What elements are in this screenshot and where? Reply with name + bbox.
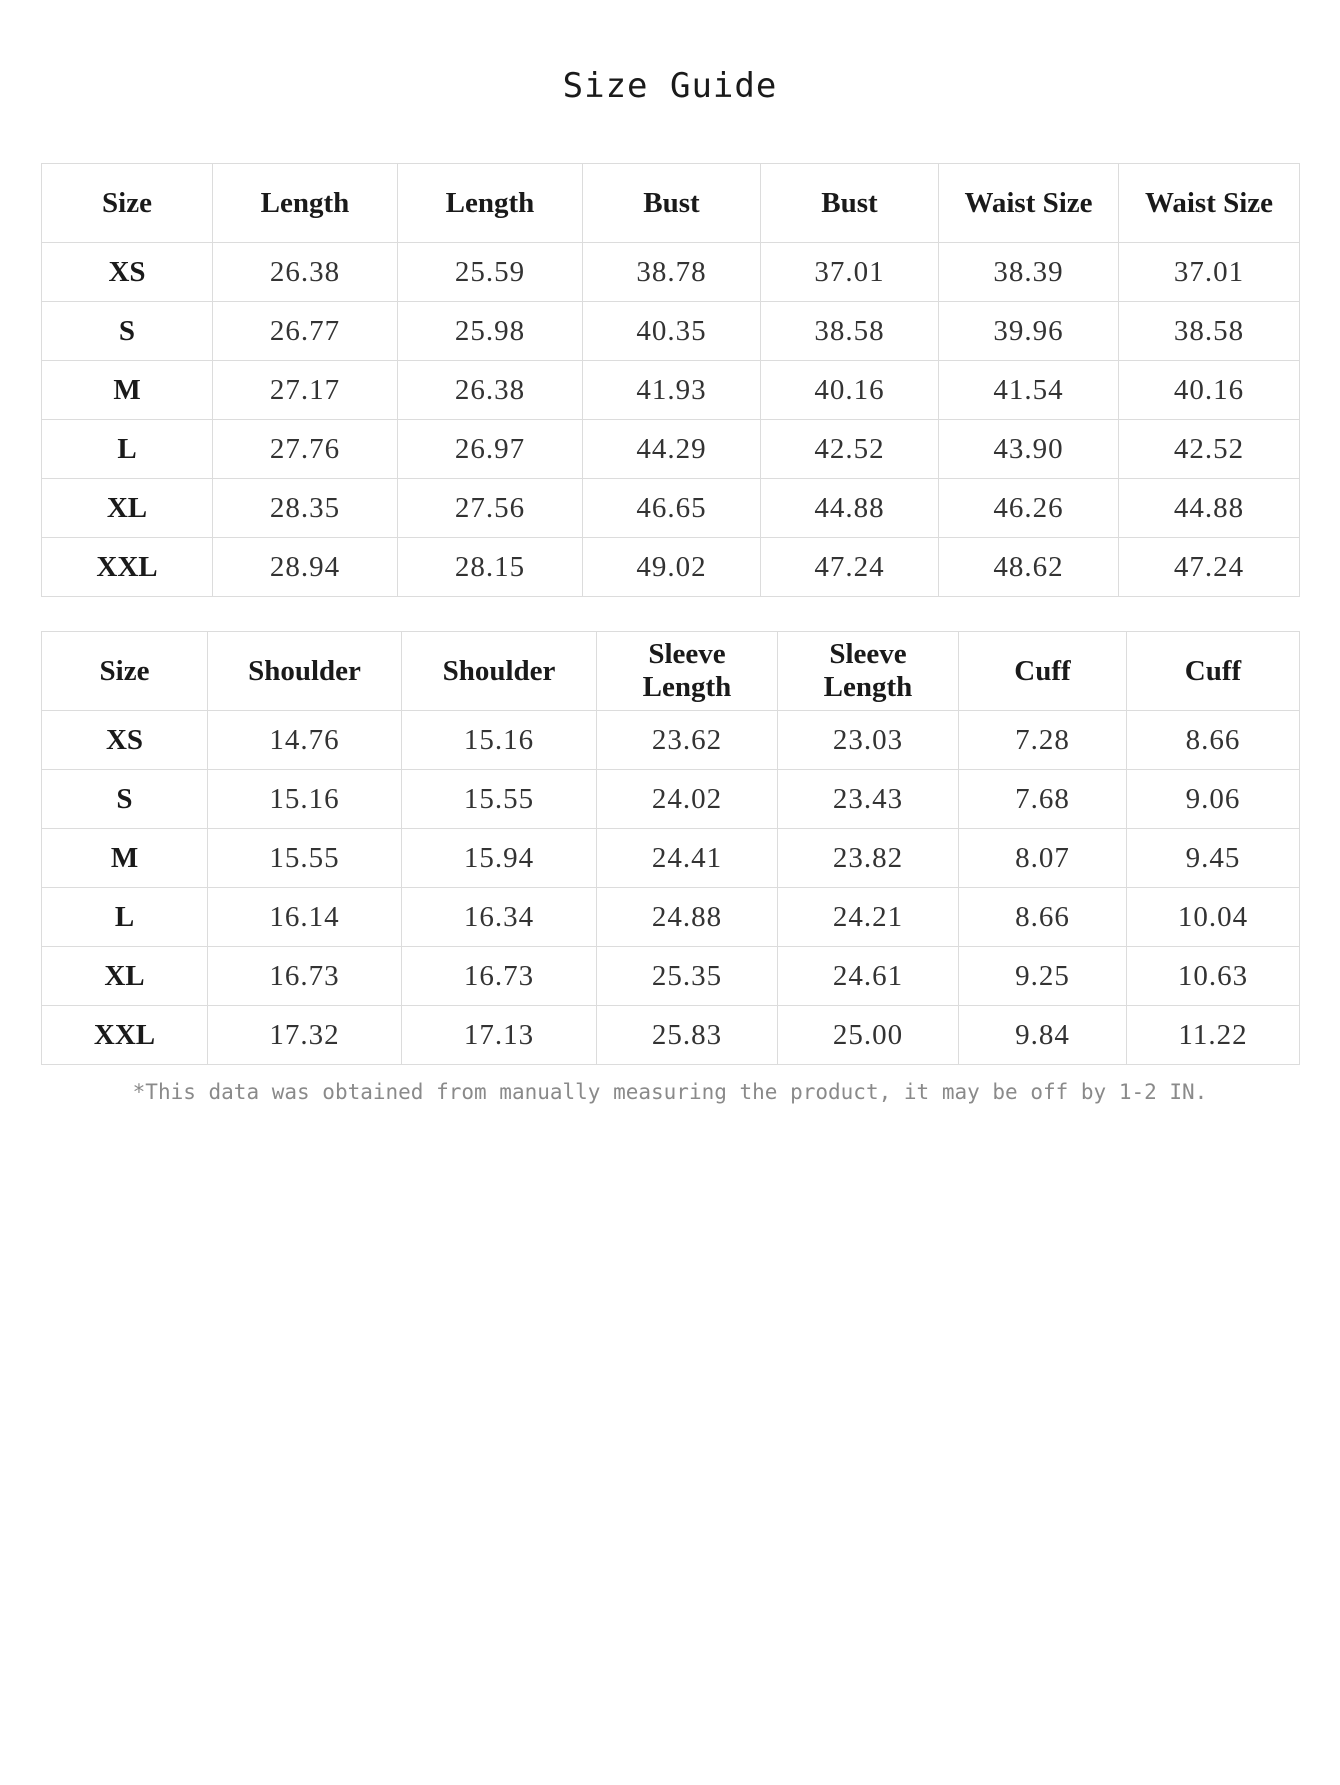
size-cell: S [42,302,213,361]
table-cell: 44.29 [583,420,761,479]
column-header-bust: Bust [761,164,939,243]
size-cell: XS [42,243,213,302]
size-cell: XS [42,711,208,770]
table-cell: 25.00 [778,1006,959,1065]
header-row [42,632,1300,711]
table-cell: 16.34 [402,888,597,947]
size-cell: XL [42,479,213,538]
table-cell: 16.73 [402,947,597,1006]
table-cell: 23.43 [778,770,959,829]
table-row [42,538,1300,597]
table-cell: 27.56 [398,479,583,538]
size-cell: S [42,770,208,829]
table-cell: 48.62 [939,538,1119,597]
measurement-disclaimer: *This data was obtained from manually measuring the product, it may be off by 1-2 IN. [132,1080,1208,1104]
table-cell: 40.16 [1119,361,1300,420]
table-cell: 16.73 [208,947,402,1006]
table-cell: 16.14 [208,888,402,947]
table-cell: 49.02 [583,538,761,597]
table-cell: 15.94 [402,829,597,888]
column-header-length: Length [213,164,398,243]
table-cell: 24.21 [778,888,959,947]
table-row [42,888,1300,947]
column-header-cuff: Cuff [959,632,1127,711]
table-cell: 8.07 [959,829,1127,888]
table-cell: 37.01 [761,243,939,302]
table-row [42,829,1300,888]
table-cell: 43.90 [939,420,1119,479]
table-cell: 38.78 [583,243,761,302]
table-cell: 11.22 [1127,1006,1300,1065]
table-cell: 38.39 [939,243,1119,302]
column-header-shoulder: Shoulder [208,632,402,711]
size-cell: M [42,829,208,888]
table-cell: 25.59 [398,243,583,302]
table-cell: 25.35 [597,947,778,1006]
table-cell: 15.16 [208,770,402,829]
table-cell: 8.66 [959,888,1127,947]
table-cell: 42.52 [761,420,939,479]
table-header [42,632,1300,711]
column-header-length: Length [398,164,583,243]
table-cell: 15.55 [208,829,402,888]
table-cell: 24.02 [597,770,778,829]
table-row [42,711,1300,770]
table-cell: 28.35 [213,479,398,538]
table-cell: 9.45 [1127,829,1300,888]
table-cell: 39.96 [939,302,1119,361]
column-header-size: Size [42,164,213,243]
column-header-size: Size [42,632,208,711]
size-cell: XXL [42,1006,208,1065]
table-cell: 40.16 [761,361,939,420]
table-body [42,243,1300,597]
table-cell: 28.94 [213,538,398,597]
table-cell: 17.13 [402,1006,597,1065]
table-cell: 15.16 [402,711,597,770]
table-cell: 42.52 [1119,420,1300,479]
table-row [42,947,1300,1006]
column-header-sleeve-length: Sleeve Length [597,632,778,711]
page-title: Size Guide [562,66,778,106]
table-cell: 24.41 [597,829,778,888]
table-cell: 7.68 [959,770,1127,829]
table-cell: 17.32 [208,1006,402,1065]
table-row [42,420,1300,479]
table-cell: 46.26 [939,479,1119,538]
table-cell: 25.83 [597,1006,778,1065]
table-cell: 25.98 [398,302,583,361]
table-cell: 38.58 [1119,302,1300,361]
size-table-length-bust-waist [41,163,1300,597]
table-cell: 9.25 [959,947,1127,1006]
table-cell: 28.15 [398,538,583,597]
column-header-waist-size: Waist Size [939,164,1119,243]
table-cell: 10.63 [1127,947,1300,1006]
table-cell: 46.65 [583,479,761,538]
column-header-bust: Bust [583,164,761,243]
table-cell: 47.24 [761,538,939,597]
table-header [42,164,1300,243]
header-row [42,164,1300,243]
table-cell: 8.66 [1127,711,1300,770]
table-row [42,1006,1300,1065]
size-cell: L [42,888,208,947]
table-cell: 40.35 [583,302,761,361]
table-cell: 14.76 [208,711,402,770]
table-row [42,243,1300,302]
table-cell: 27.17 [213,361,398,420]
table-cell: 7.28 [959,711,1127,770]
size-cell: XL [42,947,208,1006]
table-row [42,479,1300,538]
table-cell: 41.93 [583,361,761,420]
table-body [42,711,1300,1065]
table-cell: 26.97 [398,420,583,479]
size-cell: XXL [42,538,213,597]
column-header-cuff: Cuff [1127,632,1300,711]
table-cell: 27.76 [213,420,398,479]
table-row [42,361,1300,420]
column-header-sleeve-length: Sleeve Length [778,632,959,711]
table-row [42,770,1300,829]
table-cell: 24.61 [778,947,959,1006]
table-cell: 44.88 [1119,479,1300,538]
table-cell: 26.38 [398,361,583,420]
column-header-shoulder: Shoulder [402,632,597,711]
table-cell: 23.03 [778,711,959,770]
table-cell: 37.01 [1119,243,1300,302]
size-cell: M [42,361,213,420]
table-cell: 41.54 [939,361,1119,420]
table-cell: 15.55 [402,770,597,829]
table-cell: 9.06 [1127,770,1300,829]
table-cell: 38.58 [761,302,939,361]
table-cell: 47.24 [1119,538,1300,597]
column-header-waist-size: Waist Size [1119,164,1300,243]
table-cell: 23.82 [778,829,959,888]
size-cell: L [42,420,213,479]
table-cell: 23.62 [597,711,778,770]
table-cell: 26.77 [213,302,398,361]
size-table-shoulder-sleeve-cuff [41,631,1300,1065]
table-cell: 44.88 [761,479,939,538]
table-cell: 26.38 [213,243,398,302]
table-cell: 10.04 [1127,888,1300,947]
table-cell: 9.84 [959,1006,1127,1065]
table-row [42,302,1300,361]
table-cell: 24.88 [597,888,778,947]
